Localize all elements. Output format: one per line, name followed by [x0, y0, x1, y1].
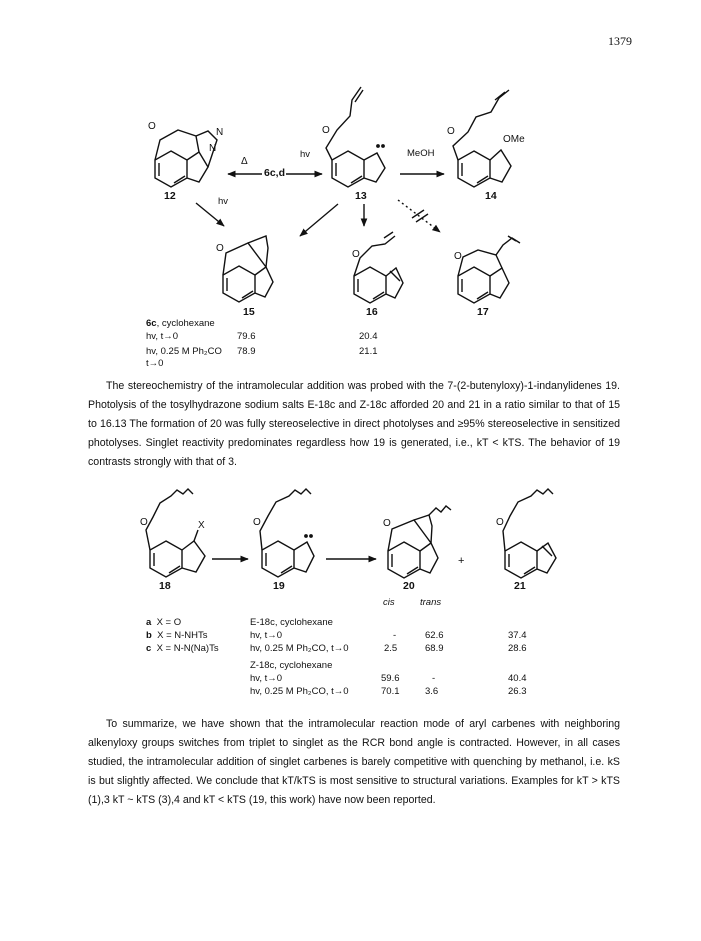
row-Z-direct-trans: - [432, 673, 436, 684]
yield-15-direct: 79.6 [237, 331, 256, 342]
row-E-sens-21: 28.6 [508, 643, 527, 654]
atom-O-17: O [454, 251, 462, 262]
compound-label-14: 14 [485, 190, 497, 202]
structure-19 [260, 489, 314, 577]
variant-a: a X = O [146, 617, 182, 628]
compound-label-20: 20 [403, 580, 415, 592]
compound-label-21: 21 [514, 580, 526, 592]
row-E18c-cond: E-18c, cyclohexane [250, 617, 333, 628]
yield-15-sensitized: 78.9 [237, 346, 256, 357]
row-Z-direct-21: 40.4 [508, 673, 527, 684]
compound-label-12: 12 [164, 190, 176, 202]
page-number: 1379 [608, 34, 632, 48]
atom-O-19: O [253, 517, 261, 528]
compound-label-18: 18 [159, 580, 171, 592]
compound-label-6cd: 6c,d [264, 167, 286, 179]
compound-label-16: 16 [366, 306, 378, 318]
compound-label-13: 13 [355, 190, 367, 202]
paragraph-summary: To summarize, we have shown that the intramolecular reaction mode of aryl carbenes with neighboring alkenyloxy groups switches from triplet to singlet as the RCR bond angle is contracted. However, in all cases studied, the intramolecular addition of singlet carbenes is barely competitive with quenching by methanol, i.e. kS is but slightly affected. We conclude that kT/kTS is most sensitive to structural variations. Examples for kT > kTS (1),3 kT ~ kTS (3),4 and kT < kTS (19, this work) have now been reported. [88, 718, 620, 806]
scheme1-condition-direct: hv, t→0 [146, 331, 179, 342]
atom-O-15: O [216, 243, 224, 254]
arrow-label-delta: Δ [241, 156, 248, 167]
compound-label-19: 19 [273, 580, 285, 592]
scheme1-condition-sensitized-2: t→0 [146, 358, 164, 369]
structure-21 [503, 489, 556, 578]
compound-label-15: 15 [243, 306, 255, 318]
row-E-direct-cond: hv, t→0 [250, 630, 283, 641]
variant-b: b X = N-NHTs [146, 630, 208, 641]
atom-N2: N [209, 143, 217, 154]
row-Z18c-cond: Z-18c, cyclohexane [250, 660, 333, 671]
compound-label-17: 17 [477, 306, 489, 318]
row-Z-direct-cis: 59.6 [381, 673, 400, 684]
atom-OMe-14: OMe [503, 134, 525, 145]
column-header-trans: trans [420, 597, 442, 608]
atom-O-12: O [148, 121, 156, 132]
row-E-direct-cis: - [393, 630, 397, 641]
scheme1-condition-header: 6c, cyclohexane [146, 318, 215, 329]
arrow-label-hv-12: hv [218, 196, 229, 207]
structure-20 [388, 506, 451, 578]
row-Z-sens-cond: hv, 0.25 M Ph₂CO, t→0 [250, 686, 349, 697]
atom-O-18: O [140, 517, 148, 528]
atom-O-14: O [447, 126, 455, 137]
arrow-label-hv: hv [300, 149, 311, 160]
substituent-X: X [198, 520, 205, 531]
plus-sign: + [458, 555, 465, 567]
row-E-sens-cis: 2.5 [384, 643, 398, 654]
column-header-cis: cis [383, 597, 395, 608]
row-Z-sens-cis: 70.1 [381, 686, 400, 697]
structure-18 [146, 489, 205, 577]
atom-O-20: O [383, 518, 391, 529]
row-Z-sens-trans: 3.6 [425, 686, 439, 697]
row-E-sens-trans: 68.9 [425, 643, 444, 654]
atom-O-21: O [496, 517, 504, 528]
row-Z-direct-cond: hv, t→0 [250, 673, 283, 684]
atom-O-13: O [322, 125, 330, 136]
row-E-direct-trans: 62.6 [425, 630, 444, 641]
yield-16-direct: 20.4 [359, 331, 378, 342]
yield-16-sensitized: 21.1 [359, 346, 378, 357]
row-E-direct-21: 37.4 [508, 630, 527, 641]
variant-c: c X = N-N(Na)Ts [146, 643, 219, 654]
atom-O-16: O [352, 249, 360, 260]
paragraph-stereochemistry: The stereochemistry of the intramolecular addition was probed with the 7-(2-butenyloxy)-1-indanylidenes 19. Photolysis of the tosylhydrazone sodium salts E-18c and Z-18c afforded 20 and 21 in a ratio similar to that of 15 to 16.13 The formation of 20 was fully stereoselective in direct photolyses and ≥95% stereoselective in sensitized photolyses. Singlet reactivity predominates regardless how 19 is generated, i.e., kT < kTS. The behavior of 19 contrasts strongly with that of 3. [88, 380, 620, 468]
arrow-label-meoh: MeOH [407, 148, 435, 159]
scheme1-condition-sensitized: hv, 0.25 M Ph₂CO [146, 346, 222, 357]
row-Z-sens-21: 26.3 [508, 686, 527, 697]
atom-N1: N [216, 127, 224, 138]
row-E-sens-cond: hv, 0.25 M Ph₂CO, t→0 [250, 643, 349, 654]
